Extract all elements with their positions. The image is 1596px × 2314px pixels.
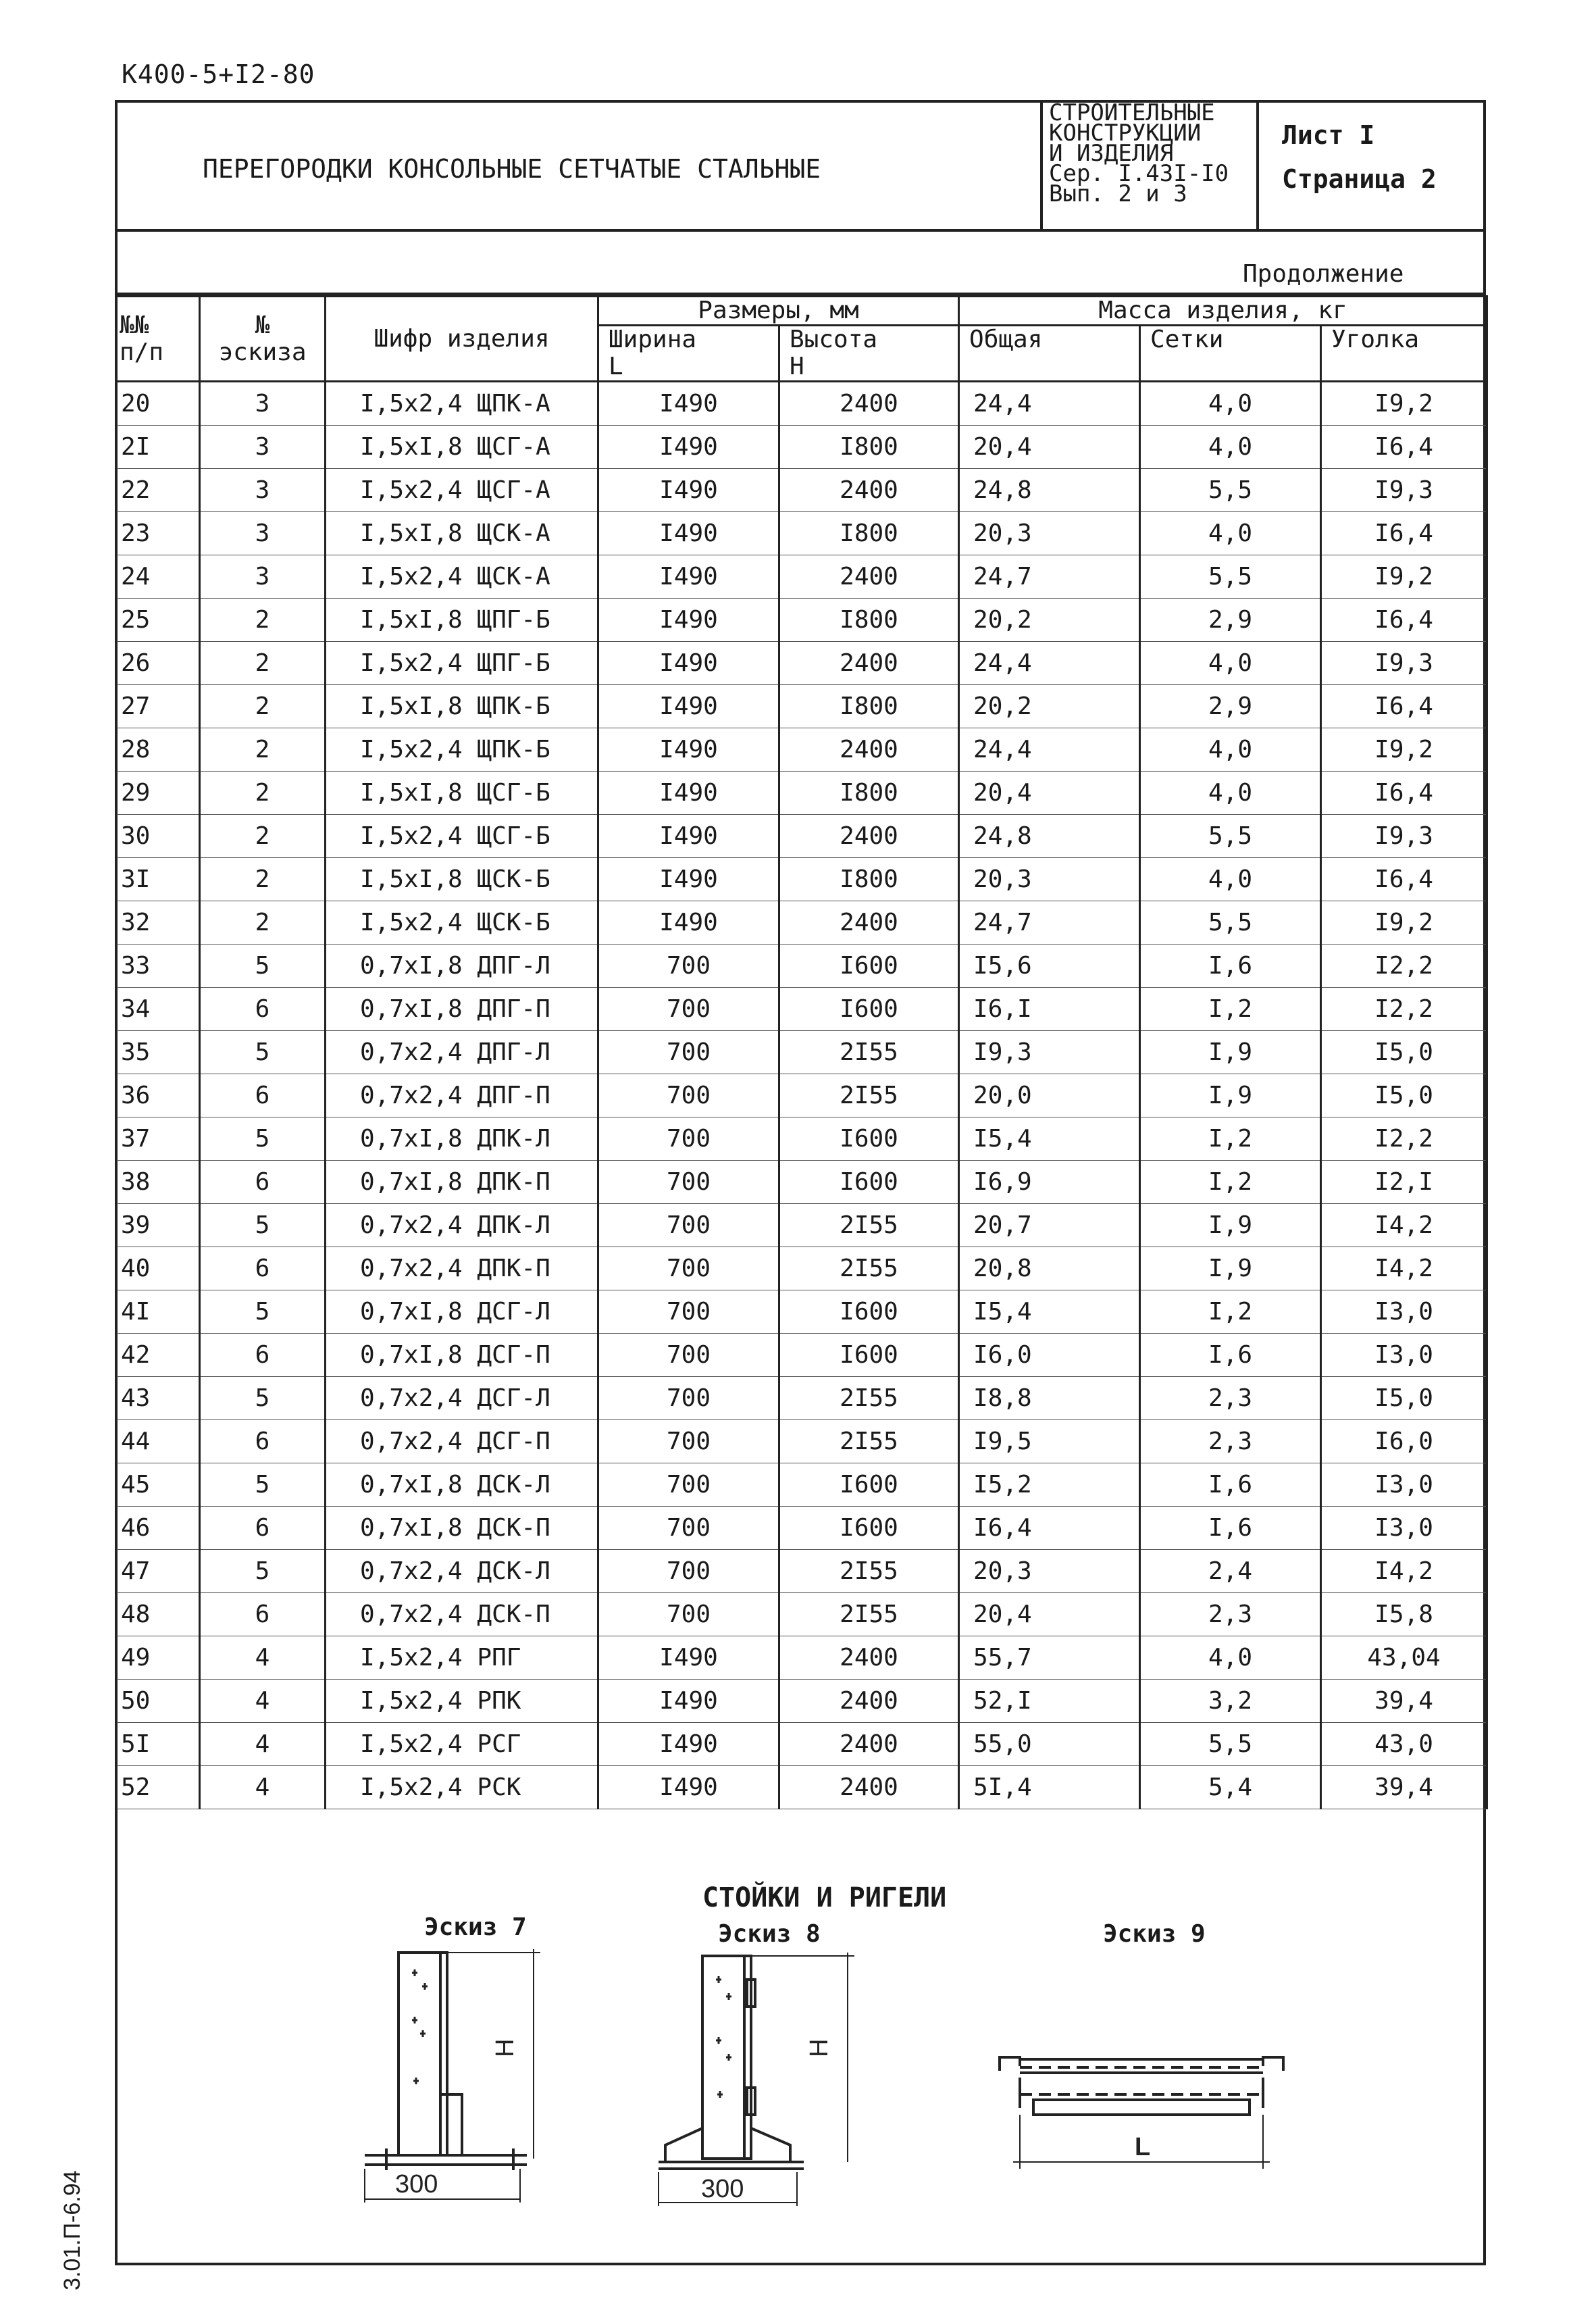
mass-mesh: 4,0: [1140, 772, 1321, 815]
sketch-number: 6: [200, 1507, 326, 1550]
row-number: 37: [116, 1117, 200, 1161]
width-value: I490: [598, 901, 779, 945]
mass-mesh: 3,2: [1140, 1680, 1321, 1723]
mass-angle: I9,2: [1321, 728, 1487, 772]
height-value: 2I55: [779, 1204, 959, 1247]
height-value: 2I55: [779, 1420, 959, 1463]
mass-mesh: 4,0: [1140, 1636, 1321, 1680]
mass-mesh: I,6: [1140, 945, 1321, 988]
height-value: 2I55: [779, 1550, 959, 1593]
mass-mesh: I,6: [1140, 1507, 1321, 1550]
row-number: 22: [116, 469, 200, 512]
width-value: I490: [598, 685, 779, 728]
sketch-number: 2: [200, 858, 326, 901]
sketch-7-dim-height: H: [491, 2038, 519, 2057]
height-value: 2400: [779, 815, 959, 858]
mass-angle: I4,2: [1321, 1247, 1487, 1290]
mass-total: 24,7: [959, 555, 1140, 599]
height-value: 2I55: [779, 1593, 959, 1636]
width-value: 700: [598, 945, 779, 988]
item-mark: I,5х2,4 ЩСГ-А: [326, 469, 598, 512]
item-mark: 0,7х2,4 ДПГ-П: [326, 1074, 598, 1117]
row-number: 52: [116, 1766, 200, 1809]
sketch-number: 6: [200, 1334, 326, 1377]
row-number: 2I: [116, 426, 200, 469]
mass-angle: I6,4: [1321, 599, 1487, 642]
col-header-width: Ширина L: [598, 326, 779, 382]
mass-angle: I2,2: [1321, 945, 1487, 988]
document-code: К400-5+I2-80: [122, 59, 315, 89]
item-mark: 0,7х2,4 ДСГ-П: [326, 1420, 598, 1463]
row-number: 4I: [116, 1290, 200, 1334]
height-value: 2I55: [779, 1247, 959, 1290]
item-mark: 0,7хI,8 ДСГ-Л: [326, 1290, 598, 1334]
mass-total: 24,7: [959, 901, 1140, 945]
mass-angle: I3,0: [1321, 1290, 1487, 1334]
row-number: 43: [116, 1377, 200, 1420]
sketch-8-dim-width: 300: [701, 2175, 744, 2203]
mass-total: I6,9: [959, 1161, 1140, 1204]
row-number: 44: [116, 1420, 200, 1463]
mass-total: 20,4: [959, 1593, 1140, 1636]
item-mark: I,5хI,8 ЩПГ-Б: [326, 599, 598, 642]
row-number: 47: [116, 1550, 200, 1593]
mass-mesh: 5,5: [1140, 555, 1321, 599]
mass-angle: I6,4: [1321, 772, 1487, 815]
row-number: 33: [116, 945, 200, 988]
item-mark: I,5х2,4 РПК: [326, 1680, 598, 1723]
item-mark: 0,7х2,4 ДСГ-Л: [326, 1377, 598, 1420]
sheet-code: 3.01.П-6.94: [59, 2170, 85, 2290]
item-mark: I,5х2,4 ЩПГ-Б: [326, 642, 598, 685]
mass-mesh: I,6: [1140, 1463, 1321, 1507]
mass-mesh: I,2: [1140, 988, 1321, 1031]
mass-total: 20,7: [959, 1204, 1140, 1247]
mass-angle: I5,0: [1321, 1031, 1487, 1074]
width-value: 700: [598, 1290, 779, 1334]
row-number: 42: [116, 1334, 200, 1377]
mass-angle: I9,2: [1321, 901, 1487, 945]
row-number: 27: [116, 685, 200, 728]
col-header-height: Высота H: [779, 326, 959, 382]
sketch-number: 5: [200, 1463, 326, 1507]
mass-total: 24,8: [959, 815, 1140, 858]
height-value: I800: [779, 512, 959, 555]
row-number: 46: [116, 1507, 200, 1550]
row-number: 39: [116, 1204, 200, 1247]
col-header-mass: Масса изделия, кг: [959, 297, 1487, 326]
width-value: I490: [598, 555, 779, 599]
mass-total: I9,5: [959, 1420, 1140, 1463]
row-number: 3I: [116, 858, 200, 901]
width-value: I490: [598, 815, 779, 858]
row-number: 49: [116, 1636, 200, 1680]
item-mark: I,5хI,8 ЩСГ-А: [326, 426, 598, 469]
mass-mesh: 5,5: [1140, 815, 1321, 858]
mass-total: 5I,4: [959, 1766, 1140, 1809]
col-header-angle: Уголка: [1321, 326, 1487, 382]
item-mark: 0,7хI,8 ДПК-П: [326, 1161, 598, 1204]
mass-angle: I5,0: [1321, 1377, 1487, 1420]
sketch-number: 6: [200, 1420, 326, 1463]
sketch-8-dim-height: H: [805, 2038, 833, 2057]
item-mark: 0,7х2,4 ДПГ-Л: [326, 1031, 598, 1074]
col-header-total: Общая: [959, 326, 1140, 382]
width-value: I490: [598, 1636, 779, 1680]
item-mark: I,5х2,4 ЩПК-А: [326, 382, 598, 426]
sketch-number: 2: [200, 772, 326, 815]
mass-total: 24,4: [959, 382, 1140, 426]
mass-total: 20,4: [959, 772, 1140, 815]
mass-total: 55,0: [959, 1723, 1140, 1766]
sketch-number: 3: [200, 555, 326, 599]
mass-angle: I6,4: [1321, 426, 1487, 469]
mass-total: 52,I: [959, 1680, 1140, 1723]
row-number: 36: [116, 1074, 200, 1117]
mass-angle: I4,2: [1321, 1204, 1487, 1247]
mass-mesh: 4,0: [1140, 858, 1321, 901]
mass-angle: I9,3: [1321, 469, 1487, 512]
mass-mesh: 4,0: [1140, 642, 1321, 685]
height-value: I800: [779, 858, 959, 901]
height-value: I600: [779, 1507, 959, 1550]
row-number: 24: [116, 555, 200, 599]
mass-angle: I6,4: [1321, 512, 1487, 555]
mass-total: I8,8: [959, 1377, 1140, 1420]
row-number: 5I: [116, 1723, 200, 1766]
mass-angle: I4,2: [1321, 1550, 1487, 1593]
item-mark: I,5х2,4 ЩПК-Б: [326, 728, 598, 772]
width-value: 700: [598, 1031, 779, 1074]
mass-mesh: I,2: [1140, 1117, 1321, 1161]
width-value: I490: [598, 469, 779, 512]
mass-angle: I5,8: [1321, 1593, 1487, 1636]
mass-mesh: I,6: [1140, 1334, 1321, 1377]
width-value: 700: [598, 1377, 779, 1420]
sketch-number: 6: [200, 1161, 326, 1204]
width-value: 700: [598, 1334, 779, 1377]
mass-total: I5,4: [959, 1117, 1140, 1161]
sketch-number: 3: [200, 382, 326, 426]
item-mark: 0,7хI,8 ДПК-Л: [326, 1117, 598, 1161]
mass-mesh: 2,3: [1140, 1420, 1321, 1463]
sketch-7-dim-width: 300: [395, 2170, 438, 2198]
height-value: 2400: [779, 1636, 959, 1680]
height-value: 2I55: [779, 1377, 959, 1420]
width-value: 700: [598, 1550, 779, 1593]
row-number: 32: [116, 901, 200, 945]
width-value: I490: [598, 772, 779, 815]
mass-total: 24,4: [959, 642, 1140, 685]
width-value: 700: [598, 1204, 779, 1247]
mass-mesh: 4,0: [1140, 512, 1321, 555]
sketch-number: 6: [200, 1074, 326, 1117]
height-value: I800: [779, 599, 959, 642]
height-value: I800: [779, 772, 959, 815]
mass-mesh: 2,3: [1140, 1377, 1321, 1420]
width-value: I490: [598, 599, 779, 642]
sketch-number: 2: [200, 685, 326, 728]
width-value: 700: [598, 1074, 779, 1117]
mass-mesh: 4,0: [1140, 426, 1321, 469]
mass-angle: I9,2: [1321, 382, 1487, 426]
mass-angle: I3,0: [1321, 1334, 1487, 1377]
height-value: I600: [779, 988, 959, 1031]
height-value: 2I55: [779, 1074, 959, 1117]
mass-total: 55,7: [959, 1636, 1140, 1680]
mass-total: 20,3: [959, 512, 1140, 555]
item-mark: I,5хI,8 ЩСК-Б: [326, 858, 598, 901]
mass-total: I5,2: [959, 1463, 1140, 1507]
col-header-mesh: Сетки: [1140, 326, 1321, 382]
row-number: 23: [116, 512, 200, 555]
mass-mesh: 5,5: [1140, 1723, 1321, 1766]
width-value: I490: [598, 512, 779, 555]
sketch-number: 2: [200, 901, 326, 945]
mass-angle: I3,0: [1321, 1463, 1487, 1507]
mass-total: 24,8: [959, 469, 1140, 512]
mass-mesh: I,2: [1140, 1290, 1321, 1334]
mass-angle: I5,0: [1321, 1074, 1487, 1117]
item-mark: 0,7хI,8 ДСГ-П: [326, 1334, 598, 1377]
sketch-number: 5: [200, 1204, 326, 1247]
mass-angle: I6,0: [1321, 1420, 1487, 1463]
row-number: 29: [116, 772, 200, 815]
height-value: 2400: [779, 728, 959, 772]
item-mark: 0,7хI,8 ДСК-Л: [326, 1463, 598, 1507]
mass-angle: 43,0: [1321, 1723, 1487, 1766]
mass-mesh: 2,3: [1140, 1593, 1321, 1636]
mass-total: 20,4: [959, 426, 1140, 469]
sketch-number: 6: [200, 1247, 326, 1290]
height-value: I800: [779, 426, 959, 469]
row-number: 50: [116, 1680, 200, 1723]
mass-mesh: 4,0: [1140, 382, 1321, 426]
col-header-sketch: № эскиза: [200, 297, 326, 382]
item-mark: I,5х2,4 РСГ: [326, 1723, 598, 1766]
row-number: 26: [116, 642, 200, 685]
mass-total: 20,2: [959, 599, 1140, 642]
height-value: 2400: [779, 382, 959, 426]
width-value: I490: [598, 1680, 779, 1723]
mass-angle: I9,3: [1321, 815, 1487, 858]
sketch-number: 5: [200, 1117, 326, 1161]
mass-total: 20,3: [959, 858, 1140, 901]
mass-angle: I2,2: [1321, 988, 1487, 1031]
mass-total: I5,4: [959, 1290, 1140, 1334]
sketch-number: 2: [200, 599, 326, 642]
mass-angle: 43,04: [1321, 1636, 1487, 1680]
item-mark: 0,7хI,8 ДСК-П: [326, 1507, 598, 1550]
height-value: 2400: [779, 1723, 959, 1766]
item-mark: 0,7х2,4 ДПК-П: [326, 1247, 598, 1290]
col-header-dimensions: Размеры, мм: [598, 297, 959, 326]
sheet-number: Лист I: [1282, 120, 1375, 150]
mass-total: 20,0: [959, 1074, 1140, 1117]
mass-total: I9,3: [959, 1031, 1140, 1074]
item-mark: I,5хI,8 ЩПК-Б: [326, 685, 598, 728]
col-header-number: №№ п/п: [116, 297, 200, 382]
height-value: 2400: [779, 1766, 959, 1809]
width-value: 700: [598, 1463, 779, 1507]
sketch-number: 3: [200, 512, 326, 555]
height-value: 2400: [779, 469, 959, 512]
page-number: Страница 2: [1282, 164, 1437, 194]
row-number: 28: [116, 728, 200, 772]
continuation-label: Продолжение: [1243, 260, 1404, 288]
mass-angle: I9,3: [1321, 642, 1487, 685]
height-value: I600: [779, 1334, 959, 1377]
mass-angle: I6,4: [1321, 858, 1487, 901]
col-header-mark: Шифр изделия: [326, 297, 598, 382]
item-mark: 0,7хI,8 ДПГ-Л: [326, 945, 598, 988]
height-value: 2400: [779, 1680, 959, 1723]
width-value: 700: [598, 1507, 779, 1550]
item-mark: 0,7х2,4 ДСК-П: [326, 1593, 598, 1636]
sketch-9-dim-length: L: [1135, 2133, 1151, 2161]
height-value: 2I55: [779, 1031, 959, 1074]
sketch-number: 6: [200, 988, 326, 1031]
sketch-9-label: Эскиз 9: [1103, 1920, 1206, 1948]
width-value: 700: [598, 1161, 779, 1204]
mass-angle: 39,4: [1321, 1766, 1487, 1809]
width-value: I490: [598, 426, 779, 469]
mass-total: 20,8: [959, 1247, 1140, 1290]
sketches-title: СТОЙКИ И РИГЕЛИ: [702, 1882, 947, 1913]
sketch-number: 4: [200, 1723, 326, 1766]
mass-angle: I3,0: [1321, 1507, 1487, 1550]
width-value: 700: [598, 1117, 779, 1161]
width-value: I490: [598, 728, 779, 772]
sketch-number: 4: [200, 1680, 326, 1723]
item-mark: I,5х2,4 ЩСК-А: [326, 555, 598, 599]
height-value: 2400: [779, 642, 959, 685]
mass-mesh: I,9: [1140, 1074, 1321, 1117]
item-mark: 0,7хI,8 ДПГ-П: [326, 988, 598, 1031]
row-number: 34: [116, 988, 200, 1031]
height-value: I600: [779, 1117, 959, 1161]
width-value: 700: [598, 1247, 779, 1290]
sketch-8: [659, 1953, 854, 2206]
mass-total: I5,6: [959, 945, 1140, 988]
mass-mesh: I,9: [1140, 1247, 1321, 1290]
sketch-8-label: Эскиз 8: [718, 1920, 821, 1948]
row-number: 48: [116, 1593, 200, 1636]
mass-mesh: 5,4: [1140, 1766, 1321, 1809]
item-mark: 0,7х2,4 ДСК-Л: [326, 1550, 598, 1593]
width-value: 700: [598, 1420, 779, 1463]
item-mark: I,5х2,4 РСК: [326, 1766, 598, 1809]
item-mark: I,5х2,4 РПГ: [326, 1636, 598, 1680]
row-number: 35: [116, 1031, 200, 1074]
row-number: 20: [116, 382, 200, 426]
width-value: I490: [598, 642, 779, 685]
sketch-number: 3: [200, 426, 326, 469]
mass-angle: I6,4: [1321, 685, 1487, 728]
sketch-7: [365, 1949, 540, 2203]
width-value: I490: [598, 382, 779, 426]
row-number: 38: [116, 1161, 200, 1204]
mass-total: 20,3: [959, 1550, 1140, 1593]
item-mark: 0,7х2,4 ДПК-Л: [326, 1204, 598, 1247]
sketch-number: 5: [200, 1550, 326, 1593]
mass-mesh: 4,0: [1140, 728, 1321, 772]
row-number: 40: [116, 1247, 200, 1290]
sketch-number: 2: [200, 642, 326, 685]
sketch-number: 5: [200, 1290, 326, 1334]
item-mark: I,5хI,8 ЩСК-А: [326, 512, 598, 555]
height-value: I600: [779, 1290, 959, 1334]
mass-total: I6,4: [959, 1507, 1140, 1550]
height-value: I800: [779, 685, 959, 728]
mass-total: 20,2: [959, 685, 1140, 728]
mass-mesh: I,2: [1140, 1161, 1321, 1204]
height-value: I600: [779, 1161, 959, 1204]
sketch-number: 2: [200, 728, 326, 772]
width-value: I490: [598, 858, 779, 901]
item-mark: I,5х2,4 ЩСГ-Б: [326, 815, 598, 858]
mass-mesh: 5,5: [1140, 901, 1321, 945]
mass-angle: I2,2: [1321, 1117, 1487, 1161]
sketch-number: 2: [200, 815, 326, 858]
mass-mesh: 2,9: [1140, 599, 1321, 642]
height-value: 2400: [779, 555, 959, 599]
sketch-number: 5: [200, 945, 326, 988]
item-mark: I,5х2,4 ЩСК-Б: [326, 901, 598, 945]
row-number: 25: [116, 599, 200, 642]
mass-angle: 39,4: [1321, 1680, 1487, 1723]
sketch-number: 6: [200, 1593, 326, 1636]
height-value: I600: [779, 1463, 959, 1507]
mass-total: 24,4: [959, 728, 1140, 772]
mass-mesh: 5,5: [1140, 469, 1321, 512]
document-title: ПЕРЕГОРОДКИ КОНСОЛЬНЫЕ СЕТЧАТЫЕ СТАЛЬНЫЕ: [203, 154, 821, 184]
row-number: 30: [116, 815, 200, 858]
width-value: 700: [598, 988, 779, 1031]
sketch-number: 3: [200, 469, 326, 512]
mass-mesh: 2,9: [1140, 685, 1321, 728]
row-number: 45: [116, 1463, 200, 1507]
mass-mesh: I,9: [1140, 1031, 1321, 1074]
sketch-7-label: Эскиз 7: [424, 1913, 527, 1941]
mass-total: I6,I: [959, 988, 1140, 1031]
height-value: 2400: [779, 901, 959, 945]
mass-angle: I9,2: [1321, 555, 1487, 599]
mass-total: I6,0: [959, 1334, 1140, 1377]
width-value: I490: [598, 1766, 779, 1809]
mass-angle: I2,I: [1321, 1161, 1487, 1204]
width-value: I490: [598, 1723, 779, 1766]
sketch-number: 4: [200, 1766, 326, 1809]
series-info: СТРОИТЕЛЬНЫЕ КОНСТРУКЦИИ И ИЗДЕЛИЯ Сер. I.43I-I0 Вып. 2 и 3: [1049, 99, 1229, 207]
mass-mesh: 2,4: [1140, 1550, 1321, 1593]
sketch-number: 5: [200, 1377, 326, 1420]
sketch-number: 4: [200, 1636, 326, 1680]
mass-mesh: I,9: [1140, 1204, 1321, 1247]
item-mark: I,5хI,8 ЩСГ-Б: [326, 772, 598, 815]
height-value: I600: [779, 945, 959, 988]
width-value: 700: [598, 1593, 779, 1636]
sketch-number: 5: [200, 1031, 326, 1074]
